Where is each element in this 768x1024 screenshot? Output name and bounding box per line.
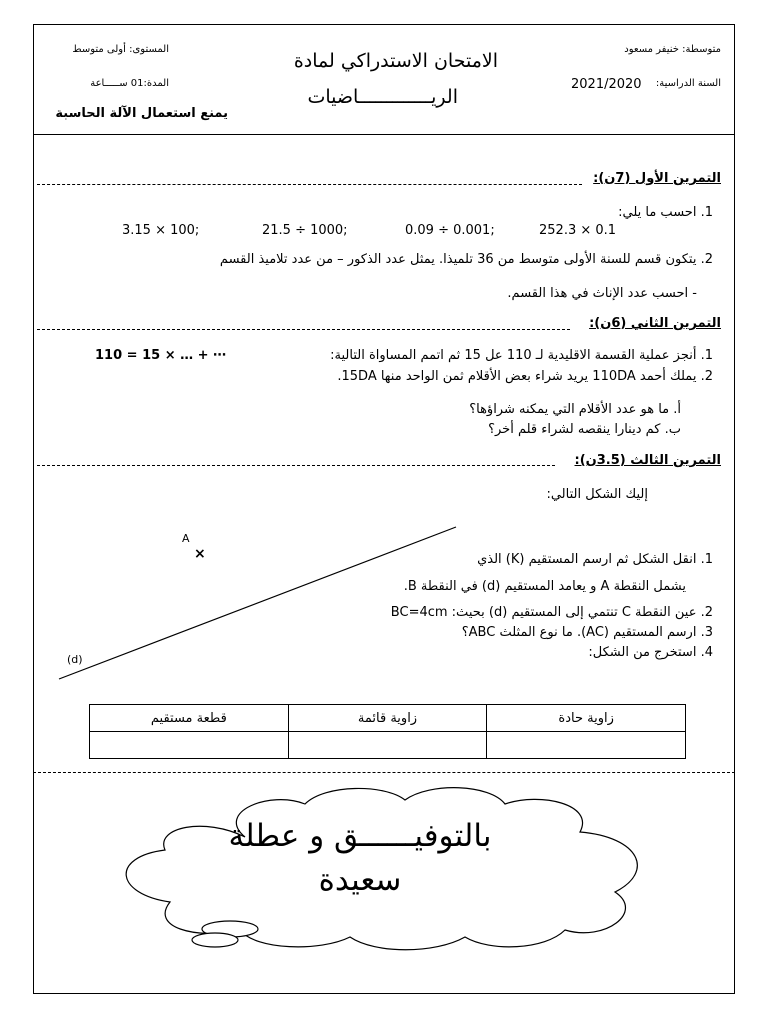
ex2-qa: أ. ما هو عدد الأقلام التي يمكنه شراؤها؟ [469,402,681,417]
answer-table [89,704,686,759]
blank-cell-right [288,732,487,759]
level-text: المستوى: أولى متوسط [72,44,169,55]
duration-text: المدة:01 ســـــاعة [90,78,169,89]
point-a-label: A [182,532,190,545]
ex3-q2: 2. عين النقطة C تنتمي إلى المستقيم (d) بحيث: BC=4cm [390,605,713,620]
ex3-title: التمرين الثالث (3.5ن): [574,453,721,468]
point-a-mark: × [194,546,206,562]
ex2-q2: 2. يملك أحمد 110DA يريد شراء بعض الأقلام ثمن الواحد منها 15DA. [337,369,713,384]
ex3-dashed-rule [37,465,555,466]
blank-cell-acute [487,732,686,759]
ex1-calc-1: 3.15 × 100; [122,223,200,238]
blank-cell-segment [90,732,289,759]
header-divider [33,134,735,135]
ex1-q2-sub: - احسب عدد الإناث في هذا القسم. [507,286,697,301]
answer-table-blank-row [90,732,686,759]
ex3-q4: 4. استخرج من الشكل: [588,645,713,660]
ex2-dashed-rule [37,329,570,330]
ex1-dashed-rule [37,184,582,185]
footer-dashed-rule [33,772,735,773]
header-segment: قطعة مستقيم [90,705,289,732]
exam-title-line2: الريـــــــــــــاضيات [307,86,458,108]
ex3-q3: 3. ارسم المستقيم (AC). ما نوع المثلث ABC؟ [461,625,713,640]
school-year-value: 2021/2020 [571,77,642,92]
ex2-q1-equation: 110 = 15 × … + ⋯ [95,348,227,363]
line-d-label: (d) [67,653,83,666]
line-d [59,527,456,679]
school-name: متوسطة: خنيفر مسعود [624,44,721,55]
no-calculator-note: يمنع استعمال الآلة الحاسبة [55,106,228,121]
ex2-qb: ب. كم دينارا ينقصه لشراء قلم أخر؟ [488,422,681,437]
wish-line2: سعيدة [318,862,402,898]
ex1-q2: 2. يتكون قسم للسنة الأولى متوسط من 36 تلميذا. يمثل عدد الذكور – من عدد تلاميذ القسم [219,252,713,267]
header-right-angle: زاوية قائمة [288,705,487,732]
ex1-calc-2: 21.5 ÷ 1000; [262,223,348,238]
ex3-q1a: 1. انقل الشكل ثم ارسم المستقيم (K) الذي [477,552,713,567]
exam-title-line1: الامتحان الاستدراكي لمادة [293,50,498,72]
school-year-label: السنة الدراسية: [655,78,721,89]
header-acute-angle: زاوية حادة [487,705,686,732]
ex1-calc-3: 0.09 ÷ 0.001; [405,223,495,238]
wish-line1: بالتوفيــــــق و عطلة [228,818,492,854]
ex1-q1: 1. احسب ما يلي: [618,205,713,220]
answer-table-header-row [90,705,686,732]
ex2-q1: 1. أنجز عملية القسمة الاقليدية لـ 110 عل 15 ثم اتمم المساواة التالية: [330,348,713,363]
ex3-q1b: يشمل النقطة A و يعامد المستقيم (d) في النقطة B. [403,579,686,594]
ex1-calc-4: 252.3 × 0.1 [539,223,617,238]
geometry-figure [50,515,470,685]
ex1-title: التمرين الأول (7ن): [593,171,721,186]
ex2-title: التمرين الثاني (6ن): [589,316,721,331]
ex3-intro: إليك الشكل التالي: [546,487,648,502]
